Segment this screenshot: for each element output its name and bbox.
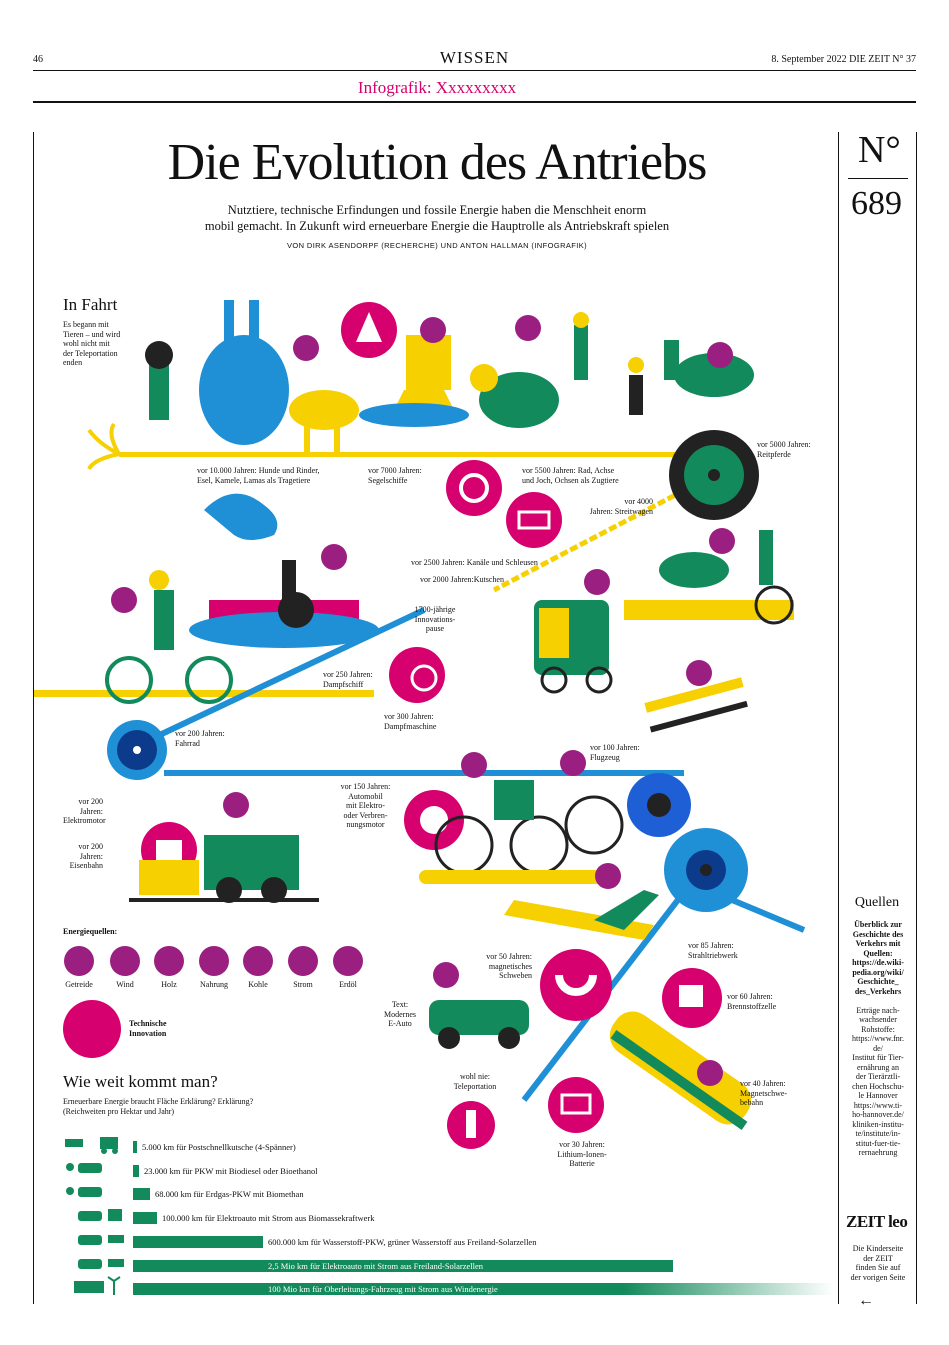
- sources-line: ho-hannover.de/: [852, 1110, 904, 1119]
- rope-end-icon: [89, 424, 119, 469]
- legend-label-holz: Holz: [161, 980, 177, 989]
- issue-date: 8. September 2022 DIE ZEIT N° 37: [771, 54, 916, 65]
- label-streitwagen: vor 4000 Jahren: Streitwagen: [589, 497, 653, 516]
- back-arrow-icon[interactable]: ←: [858, 1292, 874, 1309]
- e-car-illustration: [429, 1000, 529, 1049]
- sources-line: Rohstoffe:: [861, 1024, 895, 1034]
- label-teleportation: wohl nie: Teleportation: [453, 1072, 497, 1091]
- page-number: 46: [33, 54, 43, 65]
- sources-line: chen Hochschu-: [852, 1081, 904, 1091]
- subtitle: [120, 202, 754, 234]
- intro-heading: In Fahrt: [63, 295, 118, 314]
- legend-label-nahrung: Nahrung: [200, 980, 228, 989]
- steamboat-illustration: [189, 494, 379, 648]
- gear-wheel-icon: [627, 773, 691, 837]
- coach-icon: [65, 1137, 118, 1154]
- chariot-illustration: [624, 530, 794, 623]
- label-magnetschwebebahn: vor 40 Jahren: Magnetschwe- bebahn: [740, 1079, 788, 1107]
- range-vehicle-icons: [60, 1135, 130, 1300]
- wind-energy-icon-2: [686, 660, 712, 686]
- legend-label-wind: Wind: [116, 980, 134, 989]
- label-e-auto: Text: Modernes E-Auto: [384, 1000, 416, 1028]
- sources-heading: Quellen: [854, 895, 900, 910]
- range-bar-label: 100.000 km für Elektroauto mit Strom aus Biomassekraftwerk: [162, 1213, 375, 1224]
- wood-energy-icon: [321, 544, 347, 570]
- range-bar: [133, 1212, 157, 1224]
- label-magnetisches-schweben: vor 50 Jahren: magnetisches Schweben: [486, 952, 532, 980]
- kicker: Infografik: Xxxxxxxxx: [357, 78, 517, 97]
- sources-text: [842, 920, 914, 1158]
- ox-illustration: [470, 364, 559, 428]
- label-fahrrad: vor 200 Jahren: Fahrrad: [175, 729, 225, 748]
- legend-label-getreide: Getreide: [65, 980, 93, 989]
- gas-car-icon: [66, 1187, 102, 1197]
- rider-illustration: [628, 357, 644, 415]
- sources-line: pedia.org/wiki/: [852, 967, 904, 977]
- badge-no: N°: [858, 129, 901, 171]
- sources-line: kliniken-institu-: [852, 1119, 904, 1129]
- sources-line: Geschichte_: [857, 977, 899, 986]
- lock-innovation-icon: [506, 492, 562, 548]
- range-bar-label: 2,5 Mio km für Elektroauto mit Strom aus Freiland-Solarzellen: [268, 1260, 484, 1271]
- sources-line: Überblick zur: [854, 920, 902, 929]
- tyre-wheel-icon: [664, 828, 748, 912]
- range-bar: [133, 1188, 150, 1200]
- oil-energy-icon-2: [595, 863, 621, 889]
- biomass-ecar-icon: [78, 1209, 122, 1221]
- badge-number: 689: [851, 185, 902, 222]
- label-kutschen: vor 2000 Jahren:Kutschen: [420, 575, 504, 584]
- wind-energy-icon: [420, 317, 446, 343]
- sources-line: wachsender: [859, 1015, 897, 1024]
- legend-heading: Energiequellen:: [63, 927, 118, 936]
- oil-energy-icon: [560, 750, 586, 776]
- coal-energy-icon: [223, 792, 249, 818]
- wind-legend-icon: [110, 946, 140, 976]
- legend-innovation-label: Technische Innovation: [129, 1019, 167, 1038]
- power-legend-icon: [288, 946, 318, 976]
- range-bar-label: 23.000 km für PKW mit Biodiesel oder Bioethanol: [144, 1165, 318, 1176]
- dog-illustration: [145, 341, 173, 420]
- intro-text: Es begann mit Tieren – und wird wohl nicht mit der Teleportation enden: [63, 320, 121, 367]
- range-bar: [133, 1165, 139, 1177]
- wheel-innovation-icon: [446, 460, 502, 516]
- sources-line: ernährung an: [857, 1062, 899, 1072]
- grain-legend-icon: [64, 946, 94, 976]
- sources-line: [842, 996, 914, 1006]
- blue-track-4: [164, 770, 684, 776]
- sources-line[interactable]: https://www.ti-: [853, 1100, 903, 1110]
- magnet-innovation-icon: [540, 949, 612, 1021]
- sources-line[interactable]: https://de.wiki-: [852, 958, 904, 967]
- grain-energy-icon: [293, 335, 319, 361]
- solar-ecar-icon: [78, 1259, 124, 1269]
- sources-line[interactable]: https://www.fnr.: [852, 1034, 904, 1043]
- label-dampfmaschine: vor 300 Jahren: Dampfmaschine: [384, 712, 437, 731]
- range-bar-label: 100 Mio km für Oberleitungs-Fahrzeug mit Strom aus Windenergie: [268, 1284, 498, 1295]
- sources-line: des_Verkehrs: [854, 986, 902, 996]
- grain-energy-icon-5: [709, 528, 735, 554]
- label-elektromotor: vor 200 Jahren: Elektromotor: [63, 797, 106, 825]
- zeitleo-logo: ZEIT leo: [846, 1212, 908, 1231]
- legend-label-strom: Strom: [293, 980, 313, 989]
- label-rad: vor 5500 Jahren: Rad, Achse und Joch, Ochsen als Zugtiere: [522, 466, 619, 485]
- sources-line: Institut für Tier-: [852, 1053, 904, 1062]
- legend-label-erdoel: Erdöl: [339, 980, 357, 989]
- grain-energy-icon-3: [707, 342, 733, 368]
- label-batterie: vor 30 Jahren: Lithium-Ionen- Batterie: [557, 1140, 607, 1168]
- range-subheading: Erneuerbare Energie braucht Fläche Erklärung? Erklärung? (Reichweiten pro Hektar und Jahr): [63, 1097, 254, 1116]
- yellow-ground-bike: [34, 690, 374, 697]
- legend-label-kohle: Kohle: [248, 980, 268, 989]
- oil-legend-icon: [333, 946, 363, 976]
- jet-illustration: [504, 890, 659, 940]
- carriage-illustration: [534, 600, 611, 692]
- sources-line: der Tierärztli-: [855, 1072, 901, 1081]
- sources-line: le Hannover: [858, 1091, 898, 1100]
- range-bar-label: 600.000 km für Wasserstoff-PKW, grüner Wasserstoff aus Freiland-Solarzellen: [268, 1236, 537, 1247]
- byline: VON DIRK ASENDORPF (RECHERCHE) UND ANTON HALLMAN (INFOGRAFIK): [286, 241, 588, 250]
- subtitle-line-1: Nutztiere, technische Erfindungen und fossile Energie haben die Menschheit enorm: [227, 203, 647, 217]
- label-segelschiffe: vor 7000 Jahren: Segelschiffe: [368, 466, 422, 485]
- steam-engine-innovation-icon: [389, 647, 445, 703]
- label-innovationspause: 1700-jährige Innovations- pause: [414, 605, 456, 633]
- sources-line: stitut-fuer-tie-: [855, 1138, 901, 1148]
- header-rule: [33, 70, 916, 71]
- food-legend-icon: [199, 946, 229, 976]
- battery-innovation-icon: [548, 1077, 604, 1133]
- teleport-innovation-icon: [447, 1101, 495, 1149]
- power-energy-icon-2: [433, 962, 459, 988]
- section-name: WISSEN: [439, 48, 510, 67]
- range-bar: [133, 1236, 263, 1248]
- zeitleo-text: Die Kinderseite der ZEIT finden Sie auf der vorigen Seite: [850, 1244, 906, 1282]
- bike-wheel-icon: [107, 720, 167, 780]
- outer-frame: [916, 132, 917, 1304]
- power-energy-icon-3: [697, 1060, 723, 1086]
- label-kanaele: vor 2500 Jahren: Kanäle und Schleusen: [411, 558, 538, 567]
- sources-line: Erträge nach-: [856, 1005, 900, 1015]
- wind-truck-icon: [74, 1277, 120, 1295]
- label-automobil: vor 150 Jahren: Automobil mit Elektro- oder Verbren- nungsmotor: [340, 782, 391, 829]
- label-strahltriebwerk: vor 85 Jahren: Strahltriebwerk: [688, 941, 738, 960]
- coal-legend-icon: [243, 946, 273, 976]
- range-bar-label: 68.000 km für Erdgas-PKW mit Biomethan: [155, 1189, 304, 1200]
- label-flugzeug: vor 100 Jahren: Flugzeug: [590, 743, 640, 762]
- sources-line: de/: [873, 1043, 883, 1053]
- fuel-cell-innovation-icon: [662, 968, 722, 1028]
- label-dampfschiff: vor 250 Jahren: Dampfschiff: [323, 670, 373, 689]
- subtitle-line-2: mobil gemacht. In Zukunft wird erneuerbare Energie die Hauptrolle als Antriebskraft spielen: [204, 219, 670, 233]
- sources-line: rernaehrung: [858, 1148, 898, 1157]
- grain-energy-icon-2: [515, 315, 541, 341]
- kicker-rule: [33, 101, 916, 103]
- power-energy-icon: [461, 752, 487, 778]
- label-reitpferde: vor 5000 Jahren: Reitpferde: [757, 440, 811, 459]
- grain-energy-icon-4: [584, 569, 610, 595]
- sources-line: Geschichte des: [852, 929, 904, 939]
- farmer-illustration: [573, 312, 589, 380]
- page-title: Die Evolution des Antriebs: [167, 134, 707, 191]
- innovation-sail-icon: [341, 302, 397, 358]
- label-tragetiere: vor 10.000 Jahren: Hunde und Rinder, Esel, Kamele, Lamas als Tragetiere: [197, 466, 320, 485]
- chariot-wheel-icon: [669, 430, 759, 520]
- camel-illustration: [289, 390, 359, 455]
- right-frame: [838, 132, 839, 1304]
- sources-line: Quellen:: [863, 948, 893, 958]
- food-energy-icon: [111, 587, 137, 613]
- wood-legend-icon: [154, 946, 184, 976]
- range-bar: [133, 1141, 137, 1153]
- range-bar-label: 5.000 km für Postschnellkutsche (4-Spänner): [142, 1142, 296, 1152]
- sources-line: Verkehrs mit: [855, 939, 901, 948]
- donkey-illustration: [199, 300, 289, 445]
- hydrogen-car-icon: [78, 1235, 124, 1245]
- biofuel-car-icon: [66, 1163, 102, 1173]
- sources-line: te/institute/in-: [855, 1129, 901, 1138]
- rope-track-1: [119, 452, 719, 457]
- label-eisenbahn: vor 200 Jahren: Eisenbahn: [69, 842, 103, 870]
- innovation-legend-icon: [63, 1000, 121, 1058]
- range-heading: Wie weit kommt man?: [63, 1072, 218, 1091]
- label-brennstoffzelle: vor 60 Jahren: Brennstoffzelle: [727, 992, 777, 1011]
